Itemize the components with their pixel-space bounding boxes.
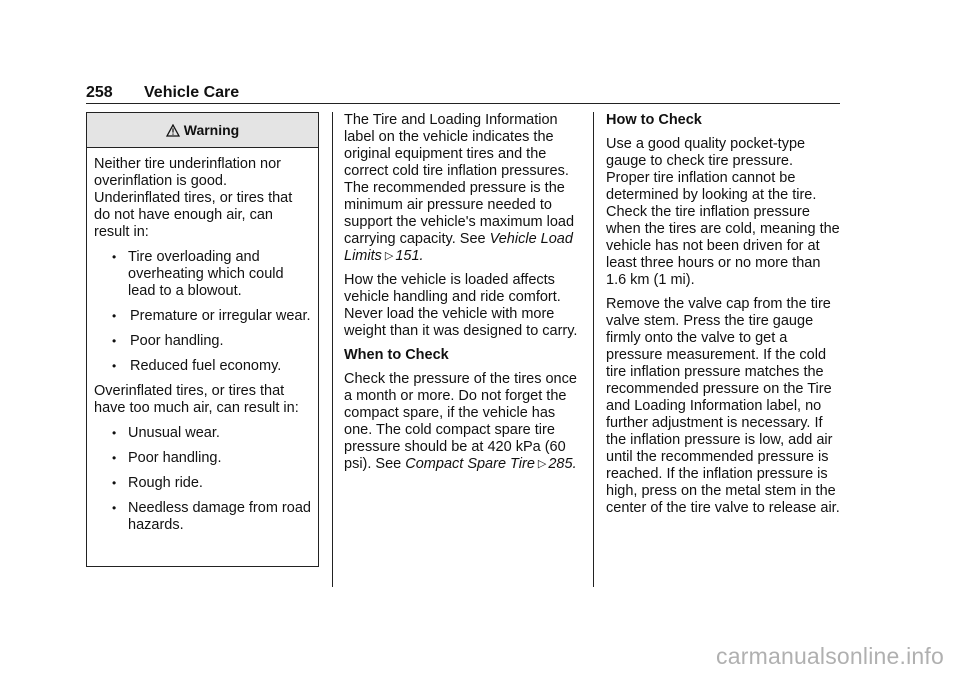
warning-intro: Neither tire underinflation nor overinflation is good. Underinflated tires, or tires that do not have enough air, can result in: [94,156,293,240]
list-item: • Unusual wear. [94,425,311,442]
watermark: carmanualsonline.info [716,643,944,669]
warning-title: Warning [183,122,240,138]
arrow-right-icon: ▷ [384,250,394,262]
warning-box [86,112,319,567]
header-rule [86,103,840,104]
section-title: Vehicle Care [144,84,240,101]
list-item: • Needless damage from road hazards. [94,500,311,534]
check-paragraph [344,371,584,473]
loading-paragraph: How the vehicle is loaded affects vehicle handling and ride comfort. Never load the vehicle with more weight than it was designed to carry. [344,272,578,339]
link-page: 285 [548,456,573,472]
vehicle-load-limits-link[interactable]: Vehicle Load Limits ▷ 151. [344,231,573,264]
link-page: 151 [395,248,420,264]
warning-body [87,148,318,534]
list-item: • Poor handling. [94,450,311,467]
list-item: • Premature or irregular wear. [94,308,311,325]
column-divider-2 [593,112,594,587]
warning-triangle-icon [166,124,180,137]
warning-header [87,113,318,148]
arrow-right-icon: ▷ [537,458,547,470]
list-item: • Reduced fuel economy. [94,358,311,375]
right-column [606,112,840,524]
page-header [86,84,239,102]
paragraph-text: The Tire and Loading Information label on the vehicle indicates the original equipment tires and the correct cold tire inflation pressures. The recommended pressure is the minimum air pressure needed to support the vehicle's maximum load carrying capacity. See [344,112,575,247]
overinflation-list [94,425,311,534]
underinflation-list [94,249,311,375]
list-item: • Poor handling. [94,333,311,350]
valve-paragraph: Remove the valve cap from the tire valve stem. Press the tire gauge firmly onto the valve to get a pressure measurement. If the cold tire inflation pressure matches the recommended pressure on the Tire and Loading Information label, no further adjustment is necessary. If the inflation pressure is low, add air until the recommended pressure is reached. If the inflation pressure is high, press on the metal stem in the center of the tire valve to release air. [606,296,840,516]
middle-column [344,112,584,480]
gauge-paragraph: Use a good quality pocket-type gauge to check tire pressure. Proper tire inflation cannot be determined by looking at the tire. Check the tire inflation pressure when the tires are cold, meaning the vehicle has not been driven for at least three hours or no more than 1.6 km (1 mi). [606,136,840,288]
link-label: Vehicle Load Limits [344,231,573,264]
page-number: 258 [86,84,113,101]
when-to-check-heading: When to Check [344,347,449,363]
link-label: Compact Spare Tire [405,456,535,472]
overinflation-intro: Overinflated tires, or tires that have too much air, can result in: [94,383,299,416]
column-divider-1 [332,112,333,587]
list-item: • Tire overloading and overheating which could lead to a blowout. [94,249,311,300]
list-item: • Rough ride. [94,475,311,492]
compact-spare-tire-link[interactable]: Compact Spare Tire ▷ 285. [405,456,577,472]
how-to-check-heading: How to Check [606,112,702,128]
paragraph-text: Check the pressure of the tires once a month or more. Do not forget the compact spare, if the vehicle has one. The cold compact spare tire pressure should be at 420 kPa (60 psi). See [344,371,577,472]
label-paragraph [344,112,584,265]
